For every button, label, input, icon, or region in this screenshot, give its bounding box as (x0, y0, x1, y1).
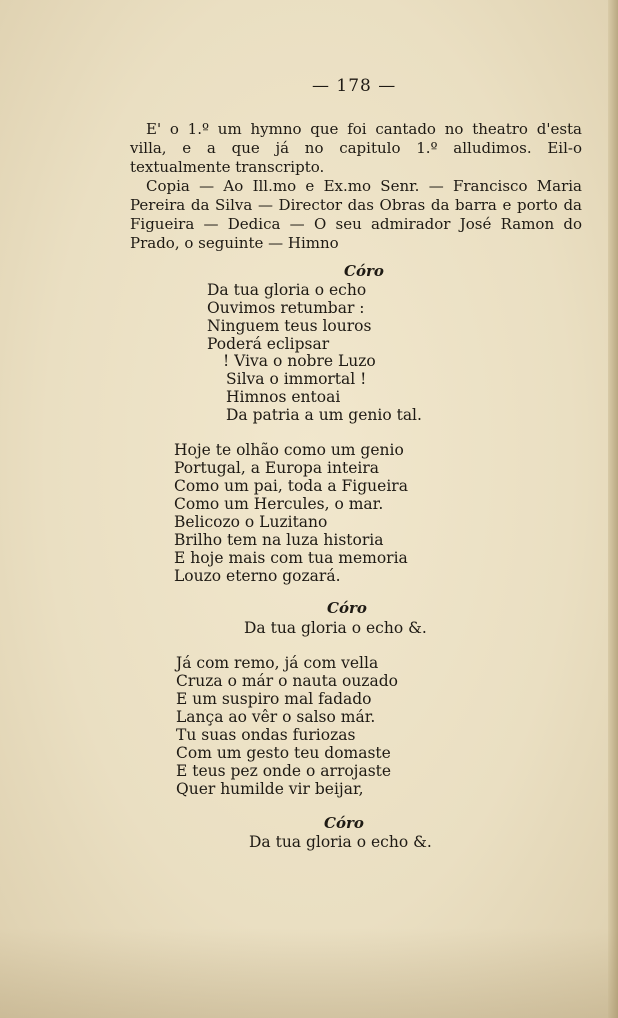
verse-line: Ouvimos retumbar : (207, 299, 365, 317)
verse-line: Como um pai, toda a Figueira (174, 477, 408, 495)
verse-line: Já com remo, já com vella (176, 654, 379, 672)
chorus-refrain: Da tua gloria o echo &. (244, 619, 427, 637)
chorus-heading: Córo (324, 814, 364, 832)
dedication-paragraph: Copia — Ao Ill.mo e Ex.mo Senr. — Francisco Maria Pereira da Silva — Director das Obras da barra e porto da Figueira — Dedica — O seu admirador José Ramon do Prado, o seguinte — Himno (130, 177, 582, 252)
chorus-heading: Córo (327, 599, 367, 617)
verse-line: Da tua gloria o echo (207, 281, 367, 299)
verse-line: Cruza o már o nauta ouzado (176, 672, 398, 690)
verse-line: Quer humilde vir beijar, (176, 780, 364, 798)
verse-line: ! Viva o nobre Luzo (223, 352, 376, 370)
page-number: — 178 — (312, 76, 397, 96)
page-edge (608, 0, 618, 1018)
verse-line: Belicozo o Luzitano (174, 513, 328, 531)
verse-line: Da patria a um genio tal. (226, 406, 422, 424)
verse-line: E hoje mais com tua memoria (174, 549, 408, 567)
verse-line: Ninguem teus louros (207, 317, 372, 335)
verse-line: Louzo eterno gozará. (174, 567, 341, 585)
verse-line: Poderá eclipsar (207, 335, 330, 353)
verse-line: Como um Hercules, o mar. (174, 495, 384, 513)
verse-line: Lança ao vêr o salso már. (176, 708, 376, 726)
verse-line: Silva o immortal ! (226, 370, 367, 388)
verse-line: Portugal, a Europa inteira (174, 459, 379, 477)
page-shadow (0, 928, 618, 1018)
verse-line: E um suspiro mal fadado (176, 690, 372, 708)
verse-line: Tu suas ondas furiozas (176, 726, 356, 744)
verse-line: Brilho tem na luza historia (174, 531, 384, 549)
verse-line: Com um gesto teu domaste (176, 744, 391, 762)
verse-line: E teus pez onde o arrojaste (176, 762, 392, 780)
chorus-refrain: Da tua gloria o echo &. (249, 833, 432, 851)
verse-line: Hoje te olhão como um genio (174, 441, 404, 459)
verse-line: Himnos entoai (226, 388, 341, 406)
intro-paragraph: E' o 1.º um hymno que foi cantado no theatro d'esta villa, e a que já no capitulo 1.º alludimos. Eil-o textualmente transcripto. (130, 120, 582, 176)
chorus-heading: Córo (344, 262, 384, 280)
